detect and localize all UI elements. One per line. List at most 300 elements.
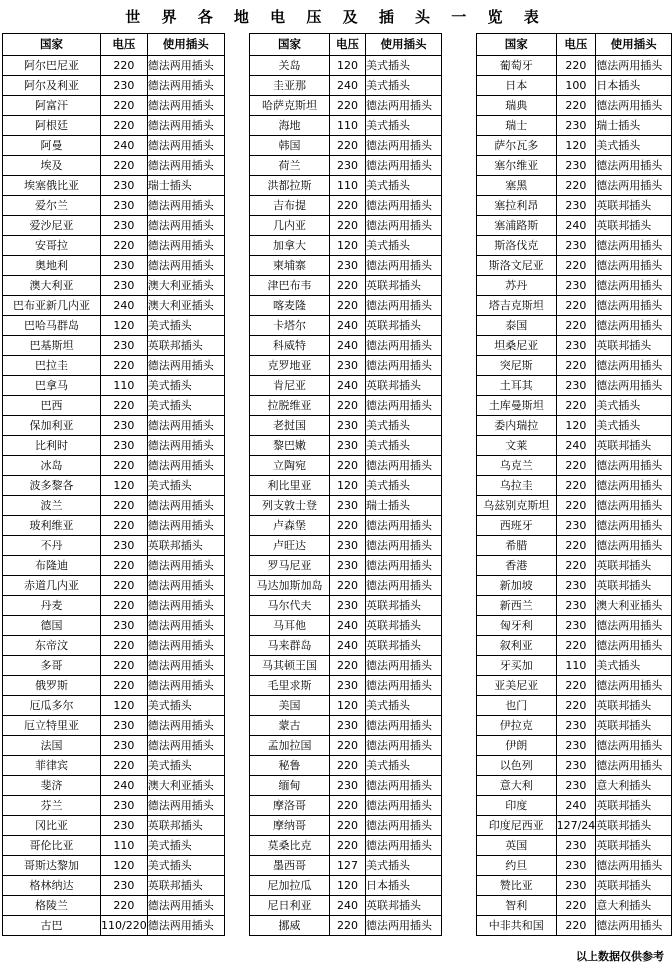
table-row — [477, 816, 672, 836]
table-row — [477, 356, 672, 376]
country-cell: 意大利 — [477, 776, 557, 796]
plug-cell: 德法两用插头 — [596, 296, 672, 316]
voltage-cell: 110 — [556, 656, 596, 676]
country-cell: 巴哈马群岛 — [3, 316, 101, 336]
country-cell: 立陶宛 — [250, 456, 330, 476]
table-row — [3, 136, 225, 156]
voltage-cell: 110 — [101, 836, 148, 856]
table-row — [3, 476, 225, 496]
plug-cell: 德法两用插头 — [147, 436, 224, 456]
voltage-cell: 120 — [330, 56, 366, 76]
table-row — [477, 316, 672, 336]
country-cell: 芬兰 — [3, 796, 101, 816]
voltage-cell: 240 — [101, 776, 148, 796]
voltage-cell: 120 — [101, 476, 148, 496]
voltage-cell: 240 — [330, 316, 366, 336]
table-row — [477, 596, 672, 616]
table-row — [250, 676, 442, 696]
plug-cell: 德法两用插头 — [596, 496, 672, 516]
table-row — [477, 656, 672, 676]
plug-cell: 英联邦插头 — [596, 216, 672, 236]
plug-cell: 德法两用插头 — [596, 636, 672, 656]
table-row — [3, 496, 225, 516]
table-row — [477, 876, 672, 896]
table-row — [3, 216, 225, 236]
table-row — [477, 776, 672, 796]
table-row — [477, 196, 672, 216]
voltage-cell: 220 — [556, 896, 596, 916]
country-cell: 比利时 — [3, 436, 101, 456]
voltage-cell: 230 — [330, 676, 366, 696]
plug-cell: 德法两用插头 — [596, 356, 672, 376]
plug-cell: 美式插头 — [366, 756, 442, 776]
plug-cell: 英联邦插头 — [596, 556, 672, 576]
country-cell: 阿根廷 — [3, 116, 101, 136]
table-row — [3, 276, 225, 296]
country-cell: 马来群岛 — [250, 636, 330, 656]
country-cell: 赤道几内亚 — [3, 576, 101, 596]
plug-cell: 德法两用插头 — [366, 676, 442, 696]
table-row — [250, 296, 442, 316]
table-row — [477, 616, 672, 636]
plug-cell: 美式插头 — [147, 376, 224, 396]
country-cell: 布隆迪 — [3, 556, 101, 576]
country-cell: 厄立特里亚 — [3, 716, 101, 736]
plug-cell: 德法两用插头 — [147, 216, 224, 236]
country-cell: 津巴布韦 — [250, 276, 330, 296]
country-cell: 尼加拉瓜 — [250, 876, 330, 896]
table-row — [477, 676, 672, 696]
voltage-cell: 120 — [556, 416, 596, 436]
plug-cell: 德法两用插头 — [147, 796, 224, 816]
plug-cell: 德法两用插头 — [147, 676, 224, 696]
country-cell: 柬埔寨 — [250, 256, 330, 276]
voltage-cell: 230 — [556, 616, 596, 636]
table-row — [250, 816, 442, 836]
table-row — [250, 756, 442, 776]
voltage-cell: 220 — [101, 896, 148, 916]
plug-cell: 德法两用插头 — [366, 656, 442, 676]
table-row — [477, 576, 672, 596]
plug-cell: 德法两用插头 — [147, 96, 224, 116]
country-cell: 希腊 — [477, 536, 557, 556]
country-cell: 冈比亚 — [3, 816, 101, 836]
table-row — [3, 416, 225, 436]
voltage-cell: 230 — [330, 716, 366, 736]
table-row — [477, 516, 672, 536]
table-row — [250, 596, 442, 616]
voltage-cell: 230 — [330, 356, 366, 376]
voltage-cell: 220 — [330, 576, 366, 596]
plug-cell: 德法两用插头 — [596, 616, 672, 636]
country-cell: 叙利亚 — [477, 636, 557, 656]
plug-cell: 澳大利亚插头 — [147, 776, 224, 796]
table-row — [250, 116, 442, 136]
table-row — [3, 896, 225, 916]
country-cell: 阿曼 — [3, 136, 101, 156]
table-row — [3, 256, 225, 276]
table-row — [477, 376, 672, 396]
table-row — [250, 716, 442, 736]
voltage-cell: 220 — [330, 836, 366, 856]
plug-cell: 德法两用插头 — [147, 576, 224, 596]
voltage-cell: 230 — [330, 416, 366, 436]
country-cell: 新加坡 — [477, 576, 557, 596]
voltage-cell: 240 — [330, 896, 366, 916]
plug-cell: 澳大利亚插头 — [147, 296, 224, 316]
plug-cell: 德法两用插头 — [596, 856, 672, 876]
country-cell: 苏丹 — [477, 276, 557, 296]
table-row — [250, 496, 442, 516]
country-cell: 智利 — [477, 896, 557, 916]
voltage-cell: 230 — [330, 256, 366, 276]
voltage-cell: 220 — [556, 496, 596, 516]
country-cell: 土耳其 — [477, 376, 557, 396]
country-cell: 伊朗 — [477, 736, 557, 756]
voltage-cell: 230 — [330, 436, 366, 456]
plug-cell: 德法两用插头 — [366, 336, 442, 356]
table-row — [477, 856, 672, 876]
country-cell: 老挝国 — [250, 416, 330, 436]
country-cell: 不丹 — [3, 536, 101, 556]
plug-cell: 德法两用插头 — [366, 796, 442, 816]
voltage-cell: 230 — [101, 176, 148, 196]
plug-cell: 美式插头 — [366, 56, 442, 76]
voltage-cell: 220 — [556, 916, 596, 936]
country-cell: 以色列 — [477, 756, 557, 776]
voltage-cell: 220 — [101, 456, 148, 476]
country-cell: 安哥拉 — [3, 236, 101, 256]
table-header-row — [3, 34, 225, 56]
table-row — [250, 556, 442, 576]
plug-cell: 德法两用插头 — [366, 256, 442, 276]
plug-cell: 德法两用插头 — [596, 376, 672, 396]
voltage-cell: 230 — [556, 596, 596, 616]
voltage-cell: 220 — [101, 96, 148, 116]
voltage-cell: 230 — [330, 536, 366, 556]
country-cell: 委内瑞拉 — [477, 416, 557, 436]
voltage-cell: 230 — [556, 196, 596, 216]
voltage-cell: 240 — [556, 216, 596, 236]
table-row — [250, 156, 442, 176]
voltage-cell: 230 — [330, 776, 366, 796]
country-cell: 塞尔维亚 — [477, 156, 557, 176]
plug-cell: 英联邦插头 — [596, 436, 672, 456]
country-cell: 印度尼西亚 — [477, 816, 557, 836]
country-cell: 马耳他 — [250, 616, 330, 636]
voltage-cell: 230 — [556, 336, 596, 356]
plug-cell: 美式插头 — [147, 856, 224, 876]
table-row — [477, 136, 672, 156]
table-row — [3, 816, 225, 836]
plug-cell: 澳大利亚插头 — [596, 596, 672, 616]
voltage-cell: 220 — [101, 556, 148, 576]
voltage-cell: 230 — [101, 436, 148, 456]
voltage-cell: 220 — [101, 636, 148, 656]
country-cell: 海地 — [250, 116, 330, 136]
table-row — [250, 196, 442, 216]
table-row — [250, 876, 442, 896]
table-row — [250, 916, 442, 936]
plug-cell: 英联邦插头 — [147, 816, 224, 836]
country-cell: 尼日利亚 — [250, 896, 330, 916]
table-row — [3, 696, 225, 716]
country-cell: 拉脱维亚 — [250, 396, 330, 416]
table-row — [250, 476, 442, 496]
voltage-cell: 220 — [101, 656, 148, 676]
table-row — [3, 796, 225, 816]
plug-cell: 德法两用插头 — [366, 456, 442, 476]
voltage-cell: 230 — [556, 376, 596, 396]
voltage-cell: 220 — [330, 216, 366, 236]
plug-cell: 德法两用插头 — [147, 596, 224, 616]
plug-cell: 英联邦插头 — [366, 276, 442, 296]
country-cell: 牙买加 — [477, 656, 557, 676]
country-cell: 孟加拉国 — [250, 736, 330, 756]
table-row — [477, 496, 672, 516]
voltage-cell: 230 — [101, 76, 148, 96]
plug-cell: 英联邦插头 — [366, 896, 442, 916]
country-cell: 马达加斯加岛 — [250, 576, 330, 596]
voltage-cell: 127/24 — [556, 816, 596, 836]
plug-cell: 德法两用插头 — [147, 356, 224, 376]
voltage-cell: 127 — [330, 856, 366, 876]
plug-cell: 德法两用插头 — [147, 516, 224, 536]
table-row — [250, 436, 442, 456]
country-cell: 摩纳哥 — [250, 816, 330, 836]
country-cell: 塔吉克斯坦 — [477, 296, 557, 316]
country-cell: 塞拉利昂 — [477, 196, 557, 216]
table-row — [3, 876, 225, 896]
header-voltage: 电压 — [330, 34, 366, 56]
plug-cell: 德法两用插头 — [596, 156, 672, 176]
table-row — [477, 156, 672, 176]
voltage-cell: 100 — [556, 76, 596, 96]
voltage-cell: 230 — [556, 876, 596, 896]
voltage-cell: 120 — [101, 856, 148, 876]
country-cell: 肯尼亚 — [250, 376, 330, 396]
plug-cell: 德法两用插头 — [596, 536, 672, 556]
voltage-cell: 240 — [330, 616, 366, 636]
plug-cell: 美式插头 — [366, 696, 442, 716]
country-cell: 乌兹别克斯坦 — [477, 496, 557, 516]
plug-cell: 德法两用插头 — [596, 56, 672, 76]
plug-cell: 瑞士插头 — [366, 496, 442, 516]
table-row — [477, 476, 672, 496]
plug-cell: 英联邦插头 — [596, 716, 672, 736]
table-row — [3, 516, 225, 536]
country-cell: 伊拉克 — [477, 716, 557, 736]
country-cell: 缅甸 — [250, 776, 330, 796]
table-row — [3, 656, 225, 676]
voltage-cell: 230 — [556, 276, 596, 296]
country-cell: 香港 — [477, 556, 557, 576]
plug-cell: 德法两用插头 — [147, 196, 224, 216]
table-row — [477, 456, 672, 476]
plug-cell: 美式插头 — [366, 476, 442, 496]
country-cell: 利比里亚 — [250, 476, 330, 496]
table-row — [250, 656, 442, 676]
table-row — [3, 296, 225, 316]
voltage-cell: 120 — [330, 236, 366, 256]
voltage-cell: 230 — [101, 216, 148, 236]
plug-cell: 德法两用插头 — [596, 256, 672, 276]
plug-cell: 英联邦插头 — [596, 836, 672, 856]
voltage-cell: 220 — [556, 456, 596, 476]
voltage-cell: 230 — [330, 496, 366, 516]
country-cell: 摩洛哥 — [250, 796, 330, 816]
plug-cell: 德法两用插头 — [596, 316, 672, 336]
plug-cell: 瑞士插头 — [147, 176, 224, 196]
plug-cell: 英联邦插头 — [596, 796, 672, 816]
country-cell: 阿尔及利亚 — [3, 76, 101, 96]
country-cell: 爱沙尼亚 — [3, 216, 101, 236]
table-row — [250, 616, 442, 636]
plug-cell: 德法两用插头 — [147, 136, 224, 156]
table-row — [477, 56, 672, 76]
table-row — [3, 716, 225, 736]
voltage-cell: 120 — [101, 316, 148, 336]
plug-cell: 德法两用插头 — [596, 756, 672, 776]
voltage-cell: 220 — [101, 596, 148, 616]
country-cell: 哥斯达黎加 — [3, 856, 101, 876]
voltage-cell: 220 — [330, 796, 366, 816]
table-row — [3, 916, 225, 936]
country-cell: 墨西哥 — [250, 856, 330, 876]
voltage-cell: 230 — [556, 836, 596, 856]
plug-cell: 英联邦插头 — [366, 596, 442, 616]
voltage-cell: 220 — [330, 516, 366, 536]
plug-cell: 德法两用插头 — [147, 456, 224, 476]
table-row — [3, 676, 225, 696]
table-row — [250, 56, 442, 76]
table-row — [3, 116, 225, 136]
country-cell: 马尔代夫 — [250, 596, 330, 616]
country-cell: 喀麦隆 — [250, 296, 330, 316]
plug-cell: 美式插头 — [596, 136, 672, 156]
plug-cell: 德法两用插头 — [147, 656, 224, 676]
voltage-cell: 220 — [101, 156, 148, 176]
plug-cell: 德法两用插头 — [596, 916, 672, 936]
voltage-cell: 220 — [330, 456, 366, 476]
country-cell: 阿尔巴尼亚 — [3, 56, 101, 76]
voltage-cell: 120 — [330, 696, 366, 716]
table-row — [250, 136, 442, 156]
voltage-cell: 220 — [101, 396, 148, 416]
voltage-cell: 220 — [556, 256, 596, 276]
plug-cell: 英联邦插头 — [147, 336, 224, 356]
country-cell: 关岛 — [250, 56, 330, 76]
table-row — [477, 176, 672, 196]
table-row — [477, 116, 672, 136]
country-cell: 阿富汗 — [3, 96, 101, 116]
voltage-cell: 230 — [556, 756, 596, 776]
table-row — [3, 376, 225, 396]
voltage-cell: 240 — [556, 796, 596, 816]
voltage-cell: 220 — [330, 96, 366, 116]
table-row — [3, 236, 225, 256]
table-row — [477, 696, 672, 716]
country-cell: 克罗地亚 — [250, 356, 330, 376]
voltage-cell: 120 — [101, 696, 148, 716]
country-cell: 挪威 — [250, 916, 330, 936]
table-row — [3, 776, 225, 796]
country-cell: 玻利维亚 — [3, 516, 101, 536]
table-row — [250, 836, 442, 856]
plug-cell: 意大利插头 — [596, 896, 672, 916]
table-row — [250, 736, 442, 756]
voltage-cell: 220 — [101, 756, 148, 776]
plug-cell: 英联邦插头 — [596, 876, 672, 896]
plug-cell: 德法两用插头 — [366, 576, 442, 596]
table-row — [250, 236, 442, 256]
country-cell: 科威特 — [250, 336, 330, 356]
plug-cell: 德法两用插头 — [596, 176, 672, 196]
voltage-cell: 220 — [556, 556, 596, 576]
voltage-cell: 230 — [101, 196, 148, 216]
table-row — [477, 916, 672, 936]
table-row — [250, 176, 442, 196]
plug-cell: 英联邦插头 — [366, 636, 442, 656]
country-cell: 也门 — [477, 696, 557, 716]
table-row — [477, 336, 672, 356]
plug-cell: 美式插头 — [147, 696, 224, 716]
country-cell: 东帝汶 — [3, 636, 101, 656]
table-row — [250, 856, 442, 876]
voltage-cell: 230 — [101, 716, 148, 736]
country-cell: 印度 — [477, 796, 557, 816]
plug-cell: 德法两用插头 — [366, 296, 442, 316]
country-cell: 俄罗斯 — [3, 676, 101, 696]
voltage-cell: 220 — [556, 676, 596, 696]
country-cell: 罗马尼亚 — [250, 556, 330, 576]
country-cell: 德国 — [3, 616, 101, 636]
plug-cell: 美式插头 — [596, 396, 672, 416]
table-row — [477, 736, 672, 756]
plug-cell: 英联邦插头 — [147, 536, 224, 556]
table-row — [250, 696, 442, 716]
table-row — [3, 536, 225, 556]
table-row — [3, 856, 225, 876]
plug-cell: 美式插头 — [366, 116, 442, 136]
header-voltage: 电压 — [556, 34, 596, 56]
voltage-cell: 230 — [101, 816, 148, 836]
country-cell: 突尼斯 — [477, 356, 557, 376]
plug-cell: 德法两用插头 — [147, 116, 224, 136]
table-row — [477, 76, 672, 96]
country-cell: 埃塞俄比亚 — [3, 176, 101, 196]
voltage-cell: 240 — [330, 636, 366, 656]
table-row — [3, 556, 225, 576]
plug-cell: 日本插头 — [596, 76, 672, 96]
country-cell: 圭亚那 — [250, 76, 330, 96]
voltage-cell: 220 — [330, 656, 366, 676]
voltage-cell: 120 — [330, 876, 366, 896]
table-row — [477, 536, 672, 556]
country-cell: 斯洛伐克 — [477, 236, 557, 256]
country-cell: 匈牙利 — [477, 616, 557, 636]
country-cell: 哈萨克斯坦 — [250, 96, 330, 116]
plug-cell: 德法两用插头 — [147, 616, 224, 636]
voltage-cell: 220 — [556, 356, 596, 376]
plug-cell: 美式插头 — [147, 476, 224, 496]
country-cell: 赞比亚 — [477, 876, 557, 896]
country-cell: 法国 — [3, 736, 101, 756]
table-row — [3, 176, 225, 196]
table-row — [3, 756, 225, 776]
table-row — [250, 216, 442, 236]
country-cell: 瑞典 — [477, 96, 557, 116]
